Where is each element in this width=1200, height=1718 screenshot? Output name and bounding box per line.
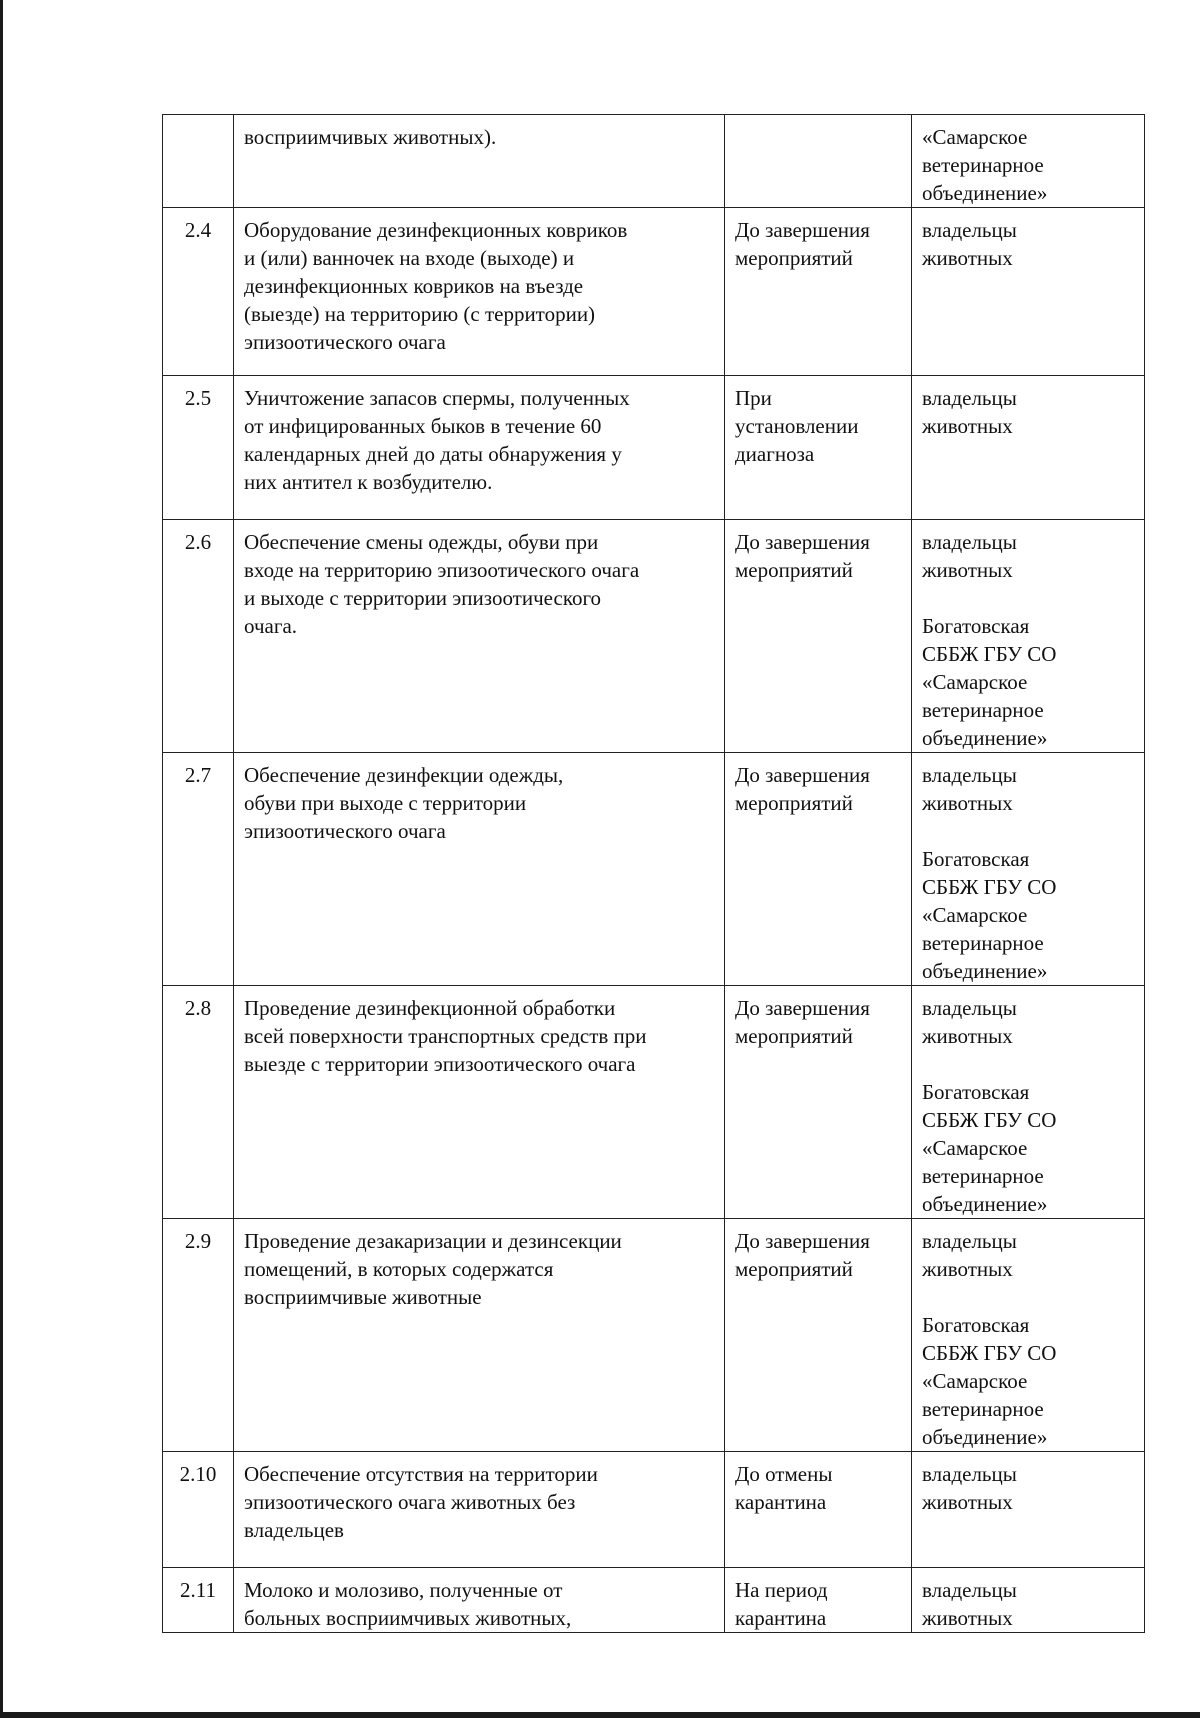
measure-line: всей поверхности транспортных средств при — [244, 1024, 647, 1048]
measures-table — [162, 114, 1145, 1633]
responsible-line: объединение» — [922, 181, 1048, 205]
table-row — [163, 1219, 1145, 1452]
responsible-line: объединение» — [922, 959, 1048, 983]
term-cell — [725, 1568, 912, 1633]
table-row — [163, 986, 1145, 1219]
measure-line: Проведение дезакаризации и дезинсекции — [244, 1229, 622, 1253]
responsible-cell — [912, 753, 1145, 986]
measure-line: дезинфекционных ковриков на въезде — [244, 274, 584, 298]
term-line: мероприятий — [735, 246, 853, 270]
measure-text — [234, 520, 725, 753]
scan-edge-left — [0, 0, 3, 1718]
responsible-cell — [912, 115, 1145, 208]
responsible-line: СББЖ ГБУ СО — [922, 875, 1057, 899]
responsible-line: Богатовская — [922, 614, 1030, 638]
responsible-cell — [912, 986, 1145, 1219]
row-number: 2.11 — [163, 1568, 234, 1633]
term-cell — [725, 753, 912, 986]
measure-line: эпизоотического очага — [244, 330, 446, 354]
responsible-line: владельцы — [922, 218, 1017, 242]
measure-line: эпизоотического очага — [244, 819, 446, 843]
term-line: До завершения — [735, 218, 870, 242]
measure-text — [234, 115, 725, 208]
responsible-line: животных — [922, 1606, 1013, 1630]
term-line: мероприятий — [735, 558, 853, 582]
responsible-line: животных — [922, 1490, 1013, 1514]
measure-line: помещений, в которых содержатся — [244, 1257, 554, 1281]
measure-line: от инфицированных быков в течение 60 — [244, 414, 602, 438]
measure-line: календарных дней до даты обнаружения у — [244, 442, 622, 466]
row-number: 2.9 — [163, 1219, 234, 1452]
term-line: карантина — [735, 1490, 827, 1514]
term-cell — [725, 376, 912, 520]
responsible-line: объединение» — [922, 1425, 1048, 1449]
measure-line: Молоко и молозиво, полученные от — [244, 1578, 563, 1602]
measure-line: обуви при выходе с территории — [244, 791, 527, 815]
row-number: 2.6 — [163, 520, 234, 753]
term-cell — [725, 1219, 912, 1452]
term-cell — [725, 208, 912, 376]
term-line: мероприятий — [735, 791, 853, 815]
responsible-line: «Самарское — [922, 670, 1028, 694]
row-number: 2.5 — [163, 376, 234, 520]
row-number: 2.10 — [163, 1452, 234, 1568]
term-cell — [725, 986, 912, 1219]
term-line: До отмены — [735, 1462, 833, 1486]
row-number: 2.4 — [163, 208, 234, 376]
term-line: До завершения — [735, 763, 870, 787]
table-row — [163, 1452, 1145, 1568]
responsible-line: объединение» — [922, 1192, 1048, 1216]
term-line: карантина — [735, 1606, 827, 1630]
responsible-cell — [912, 1452, 1145, 1568]
table-row — [163, 520, 1145, 753]
term-line: До завершения — [735, 996, 870, 1020]
table-row — [163, 753, 1145, 986]
measure-line: эпизоотического очага животных без — [244, 1490, 576, 1514]
responsible-line: СББЖ ГБУ СО — [922, 1108, 1057, 1132]
measure-text — [234, 753, 725, 986]
term-cell — [725, 1452, 912, 1568]
responsible-cell — [912, 376, 1145, 520]
responsible-line: владельцы — [922, 1229, 1017, 1253]
measure-line: Обеспечение отсутствия на территории — [244, 1462, 598, 1486]
term-line: мероприятий — [735, 1257, 853, 1281]
table-row — [163, 115, 1145, 208]
measure-line: Обеспечение дезинфекции одежды, — [244, 763, 564, 787]
measure-text — [234, 208, 725, 376]
measure-line: Обеспечение смены одежды, обуви при — [244, 530, 599, 554]
measure-line: Проведение дезинфекционной обработки — [244, 996, 616, 1020]
responsible-cell — [912, 1568, 1145, 1633]
term-line: мероприятий — [735, 1024, 853, 1048]
term-cell — [725, 115, 912, 208]
measure-text — [234, 1568, 725, 1633]
row-number — [163, 115, 234, 208]
table-row — [163, 208, 1145, 376]
term-line: диагноза — [735, 442, 815, 466]
responsible-line: ветеринарное — [922, 1164, 1044, 1188]
measure-line: больных восприимчивых животных, — [244, 1606, 572, 1630]
responsible-line: ветеринарное — [922, 153, 1044, 177]
responsible-line: животных — [922, 558, 1013, 582]
line-gap — [922, 1283, 1134, 1311]
responsible-cell — [912, 208, 1145, 376]
responsible-line: Богатовская — [922, 847, 1030, 871]
measure-line: Уничтожение запасов спермы, полученных — [244, 386, 630, 410]
responsible-line: животных — [922, 1024, 1013, 1048]
row-number: 2.7 — [163, 753, 234, 986]
term-line: установлении — [735, 414, 859, 438]
responsible-line: животных — [922, 1257, 1013, 1281]
responsible-cell — [912, 1219, 1145, 1452]
responsible-cell — [912, 520, 1145, 753]
responsible-line: ветеринарное — [922, 1397, 1044, 1421]
term-cell — [725, 520, 912, 753]
responsible-line: животных — [922, 246, 1013, 270]
measure-line: них антител к возбудителю. — [244, 470, 493, 494]
responsible-line: «Самарское — [922, 903, 1028, 927]
responsible-line: СББЖ ГБУ СО — [922, 1341, 1057, 1365]
responsible-line: «Самарское — [922, 125, 1028, 149]
measure-text — [234, 1219, 725, 1452]
measure-text — [234, 376, 725, 520]
measure-text — [234, 986, 725, 1219]
responsible-line: животных — [922, 414, 1013, 438]
responsible-line: Богатовская — [922, 1313, 1030, 1337]
measure-line: (выезде) на территорию (с территории) — [244, 302, 596, 326]
measure-line: входе на территорию эпизоотического очага — [244, 558, 640, 582]
measure-line: и выходе с территории эпизоотического — [244, 586, 602, 610]
responsible-line: ветеринарное — [922, 698, 1044, 722]
responsible-line: ветеринарное — [922, 931, 1044, 955]
term-line: До завершения — [735, 1229, 870, 1253]
table-row — [163, 376, 1145, 520]
responsible-line: владельцы — [922, 1462, 1017, 1486]
term-line: При — [735, 386, 772, 410]
responsible-line: владельцы — [922, 1578, 1017, 1602]
measure-line: очага. — [244, 614, 298, 638]
measure-line: выезде с территории эпизоотического очага — [244, 1052, 636, 1076]
measure-line: восприимчивых животных). — [244, 125, 497, 149]
measure-line: владельцев — [244, 1518, 344, 1542]
responsible-line: владельцы — [922, 386, 1017, 410]
responsible-line: владельцы — [922, 763, 1017, 787]
responsible-line: объединение» — [922, 726, 1048, 750]
measure-line: восприимчивые животные — [244, 1285, 482, 1309]
measure-text — [234, 1452, 725, 1568]
responsible-line: владельцы — [922, 996, 1017, 1020]
responsible-line: СББЖ ГБУ СО — [922, 642, 1057, 666]
responsible-line: владельцы — [922, 530, 1017, 554]
responsible-line: «Самарское — [922, 1136, 1028, 1160]
responsible-line: «Самарское — [922, 1369, 1028, 1393]
scan-edge-bottom — [0, 1712, 1200, 1718]
row-number: 2.8 — [163, 986, 234, 1219]
table-row — [163, 1568, 1145, 1633]
line-gap — [922, 584, 1134, 612]
measure-line: и (или) ванночек на входе (выходе) и — [244, 246, 575, 270]
term-line: На период — [735, 1578, 828, 1602]
line-gap — [922, 817, 1134, 845]
term-line: До завершения — [735, 530, 870, 554]
responsible-line: Богатовская — [922, 1080, 1030, 1104]
measure-line: Оборудование дезинфекционных ковриков — [244, 218, 628, 242]
line-gap — [922, 1050, 1134, 1078]
responsible-line: животных — [922, 791, 1013, 815]
